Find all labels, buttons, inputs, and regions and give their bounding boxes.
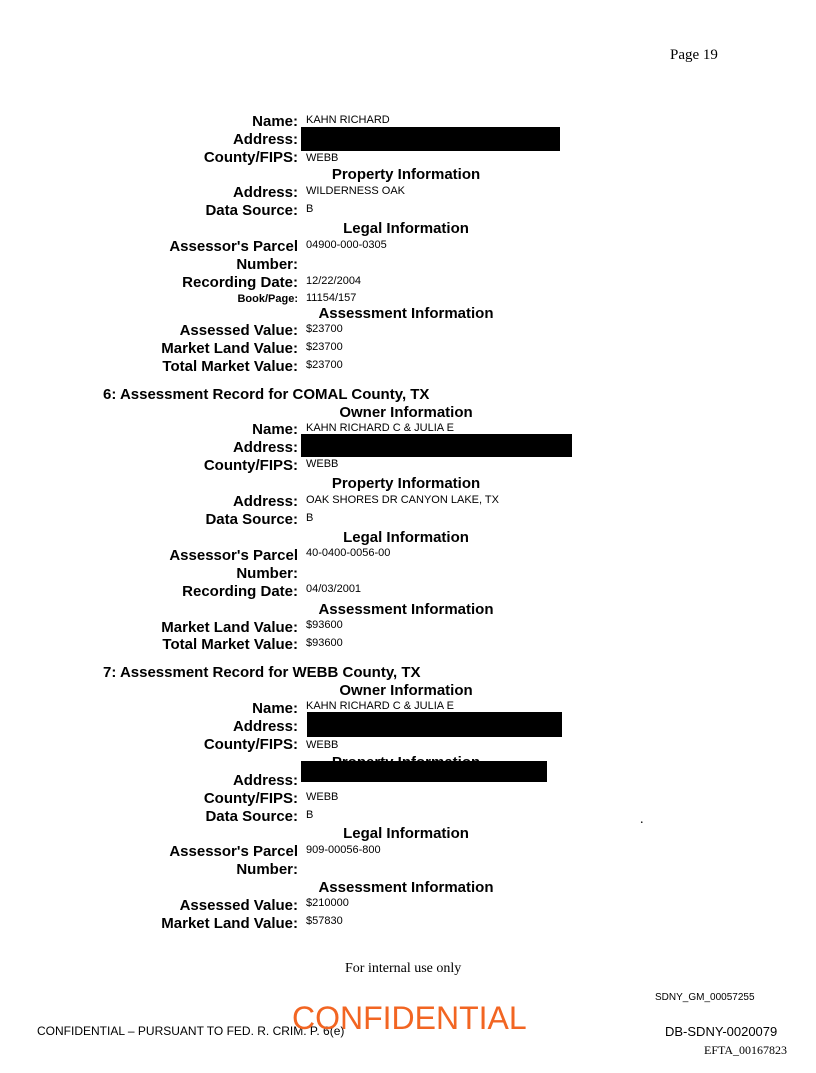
name-label: Name: bbox=[252, 113, 298, 130]
recording-date-value: 04/03/2001 bbox=[306, 583, 362, 595]
redaction-box bbox=[301, 434, 572, 457]
data-source-label: Data Source: bbox=[205, 511, 298, 528]
property-address-label: Address: bbox=[232, 493, 298, 510]
data-source-value: B bbox=[306, 203, 314, 215]
county-fips-label: County/FIPS: bbox=[203, 790, 298, 807]
recording-date-label: Recording Date: bbox=[182, 583, 298, 600]
redaction-box bbox=[307, 712, 562, 737]
assessment-information-heading: Assessment Information bbox=[318, 305, 494, 322]
assessed-value-value: $210000 bbox=[306, 897, 349, 909]
county-fips-value: WEBB bbox=[306, 458, 339, 470]
page-number: Page 19 bbox=[670, 47, 718, 63]
assessment-information-heading: Assessment Information bbox=[318, 879, 494, 896]
county-fips-label: County/FIPS: bbox=[203, 457, 298, 474]
recording-date-label: Recording Date: bbox=[182, 274, 298, 291]
recording-date-value: 12/22/2004 bbox=[306, 275, 362, 287]
address-label: Address: bbox=[232, 131, 298, 148]
property-address-label: Address: bbox=[232, 184, 298, 201]
parcel-number-value: 04900-000-0305 bbox=[306, 239, 387, 251]
legal-information-heading: Legal Information bbox=[343, 529, 469, 546]
bates-number-db: DB-SDNY-0020079 bbox=[665, 1024, 778, 1039]
stray-mark: . bbox=[640, 812, 644, 827]
legal-information-heading: Legal Information bbox=[343, 220, 469, 237]
record-7-title: 7: Assessment Record for WEBB County, TX bbox=[103, 664, 421, 681]
address-label: Address: bbox=[232, 439, 298, 456]
market-land-value-value: $23700 bbox=[306, 341, 343, 353]
record-6-title: 6: Assessment Record for COMAL County, TX bbox=[103, 386, 430, 403]
owner-information-heading: Owner Information bbox=[339, 682, 473, 699]
data-source-value: B bbox=[306, 809, 314, 821]
county-fips-value: WEBB bbox=[306, 791, 339, 803]
owner-name-value: KAHN RICHARD C & JULIA E bbox=[306, 700, 454, 712]
property-information-heading: Property Information bbox=[331, 166, 481, 183]
book-page-value: 11154/157 bbox=[306, 292, 357, 304]
name-label: Name: bbox=[252, 700, 298, 717]
confidential-notice: CONFIDENTIAL – PURSUANT TO FED. R. CRIM. P. 6(e) bbox=[37, 1024, 345, 1038]
internal-use-notice: For internal use only bbox=[345, 961, 462, 976]
total-market-value-value: $93600 bbox=[306, 637, 343, 649]
county-fips-value: WEBB bbox=[306, 152, 339, 164]
bates-number-sdny-gm: SDNY_GM_00057255 bbox=[655, 992, 755, 1003]
book-page-label: Book/Page: bbox=[237, 293, 298, 305]
property-address-label: Address: bbox=[232, 772, 298, 789]
assessor-parcel-label: Assessor's Parcel bbox=[169, 238, 298, 255]
total-market-value-label: Total Market Value: bbox=[162, 636, 298, 653]
property-information-heading: Property Information bbox=[331, 475, 481, 492]
number-label: Number: bbox=[236, 565, 298, 582]
data-source-label: Data Source: bbox=[205, 808, 298, 825]
number-label: Number: bbox=[236, 256, 298, 273]
confidential-stamp: CONFIDENTIAL bbox=[292, 1000, 527, 1036]
market-land-value-value: $93600 bbox=[306, 619, 343, 631]
redaction-box bbox=[301, 127, 560, 151]
data-source-label: Data Source: bbox=[205, 202, 298, 219]
assessor-parcel-label: Assessor's Parcel bbox=[169, 843, 298, 860]
assessed-value-label: Assessed Value: bbox=[179, 322, 298, 339]
legal-information-heading: Legal Information bbox=[343, 825, 469, 842]
assessor-parcel-label: Assessor's Parcel bbox=[169, 547, 298, 564]
total-market-value-value: $23700 bbox=[306, 359, 343, 371]
county-fips-value: WEBB bbox=[306, 739, 339, 751]
assessment-information-heading: Assessment Information bbox=[318, 601, 494, 618]
redaction-box bbox=[301, 761, 547, 782]
owner-name-value: KAHN RICHARD bbox=[306, 114, 390, 126]
parcel-number-value: 40-0400-0056-00 bbox=[306, 547, 391, 559]
county-fips-label: County/FIPS: bbox=[203, 736, 298, 753]
market-land-value-value: $57830 bbox=[306, 915, 343, 927]
bates-number-efta: EFTA_00167823 bbox=[704, 1043, 788, 1057]
address-label: Address: bbox=[232, 718, 298, 735]
property-address-value: WILDERNESS OAK bbox=[306, 185, 406, 197]
owner-information-heading: Owner Information bbox=[339, 404, 473, 421]
property-address-value: OAK SHORES DR CANYON LAKE, TX bbox=[306, 494, 499, 506]
owner-name-value: KAHN RICHARD C & JULIA E bbox=[306, 422, 454, 434]
market-land-value-label: Market Land Value: bbox=[161, 619, 298, 636]
county-fips-label: County/FIPS: bbox=[203, 149, 298, 166]
parcel-number-value: 909-00056-800 bbox=[306, 844, 381, 856]
total-market-value-label: Total Market Value: bbox=[162, 358, 298, 375]
market-land-value-label: Market Land Value: bbox=[161, 915, 298, 932]
assessed-value-label: Assessed Value: bbox=[179, 897, 298, 914]
data-source-value: B bbox=[306, 512, 314, 524]
number-label: Number: bbox=[236, 861, 298, 878]
name-label: Name: bbox=[252, 421, 298, 438]
market-land-value-label: Market Land Value: bbox=[161, 340, 298, 357]
assessed-value-value: $23700 bbox=[306, 323, 343, 335]
